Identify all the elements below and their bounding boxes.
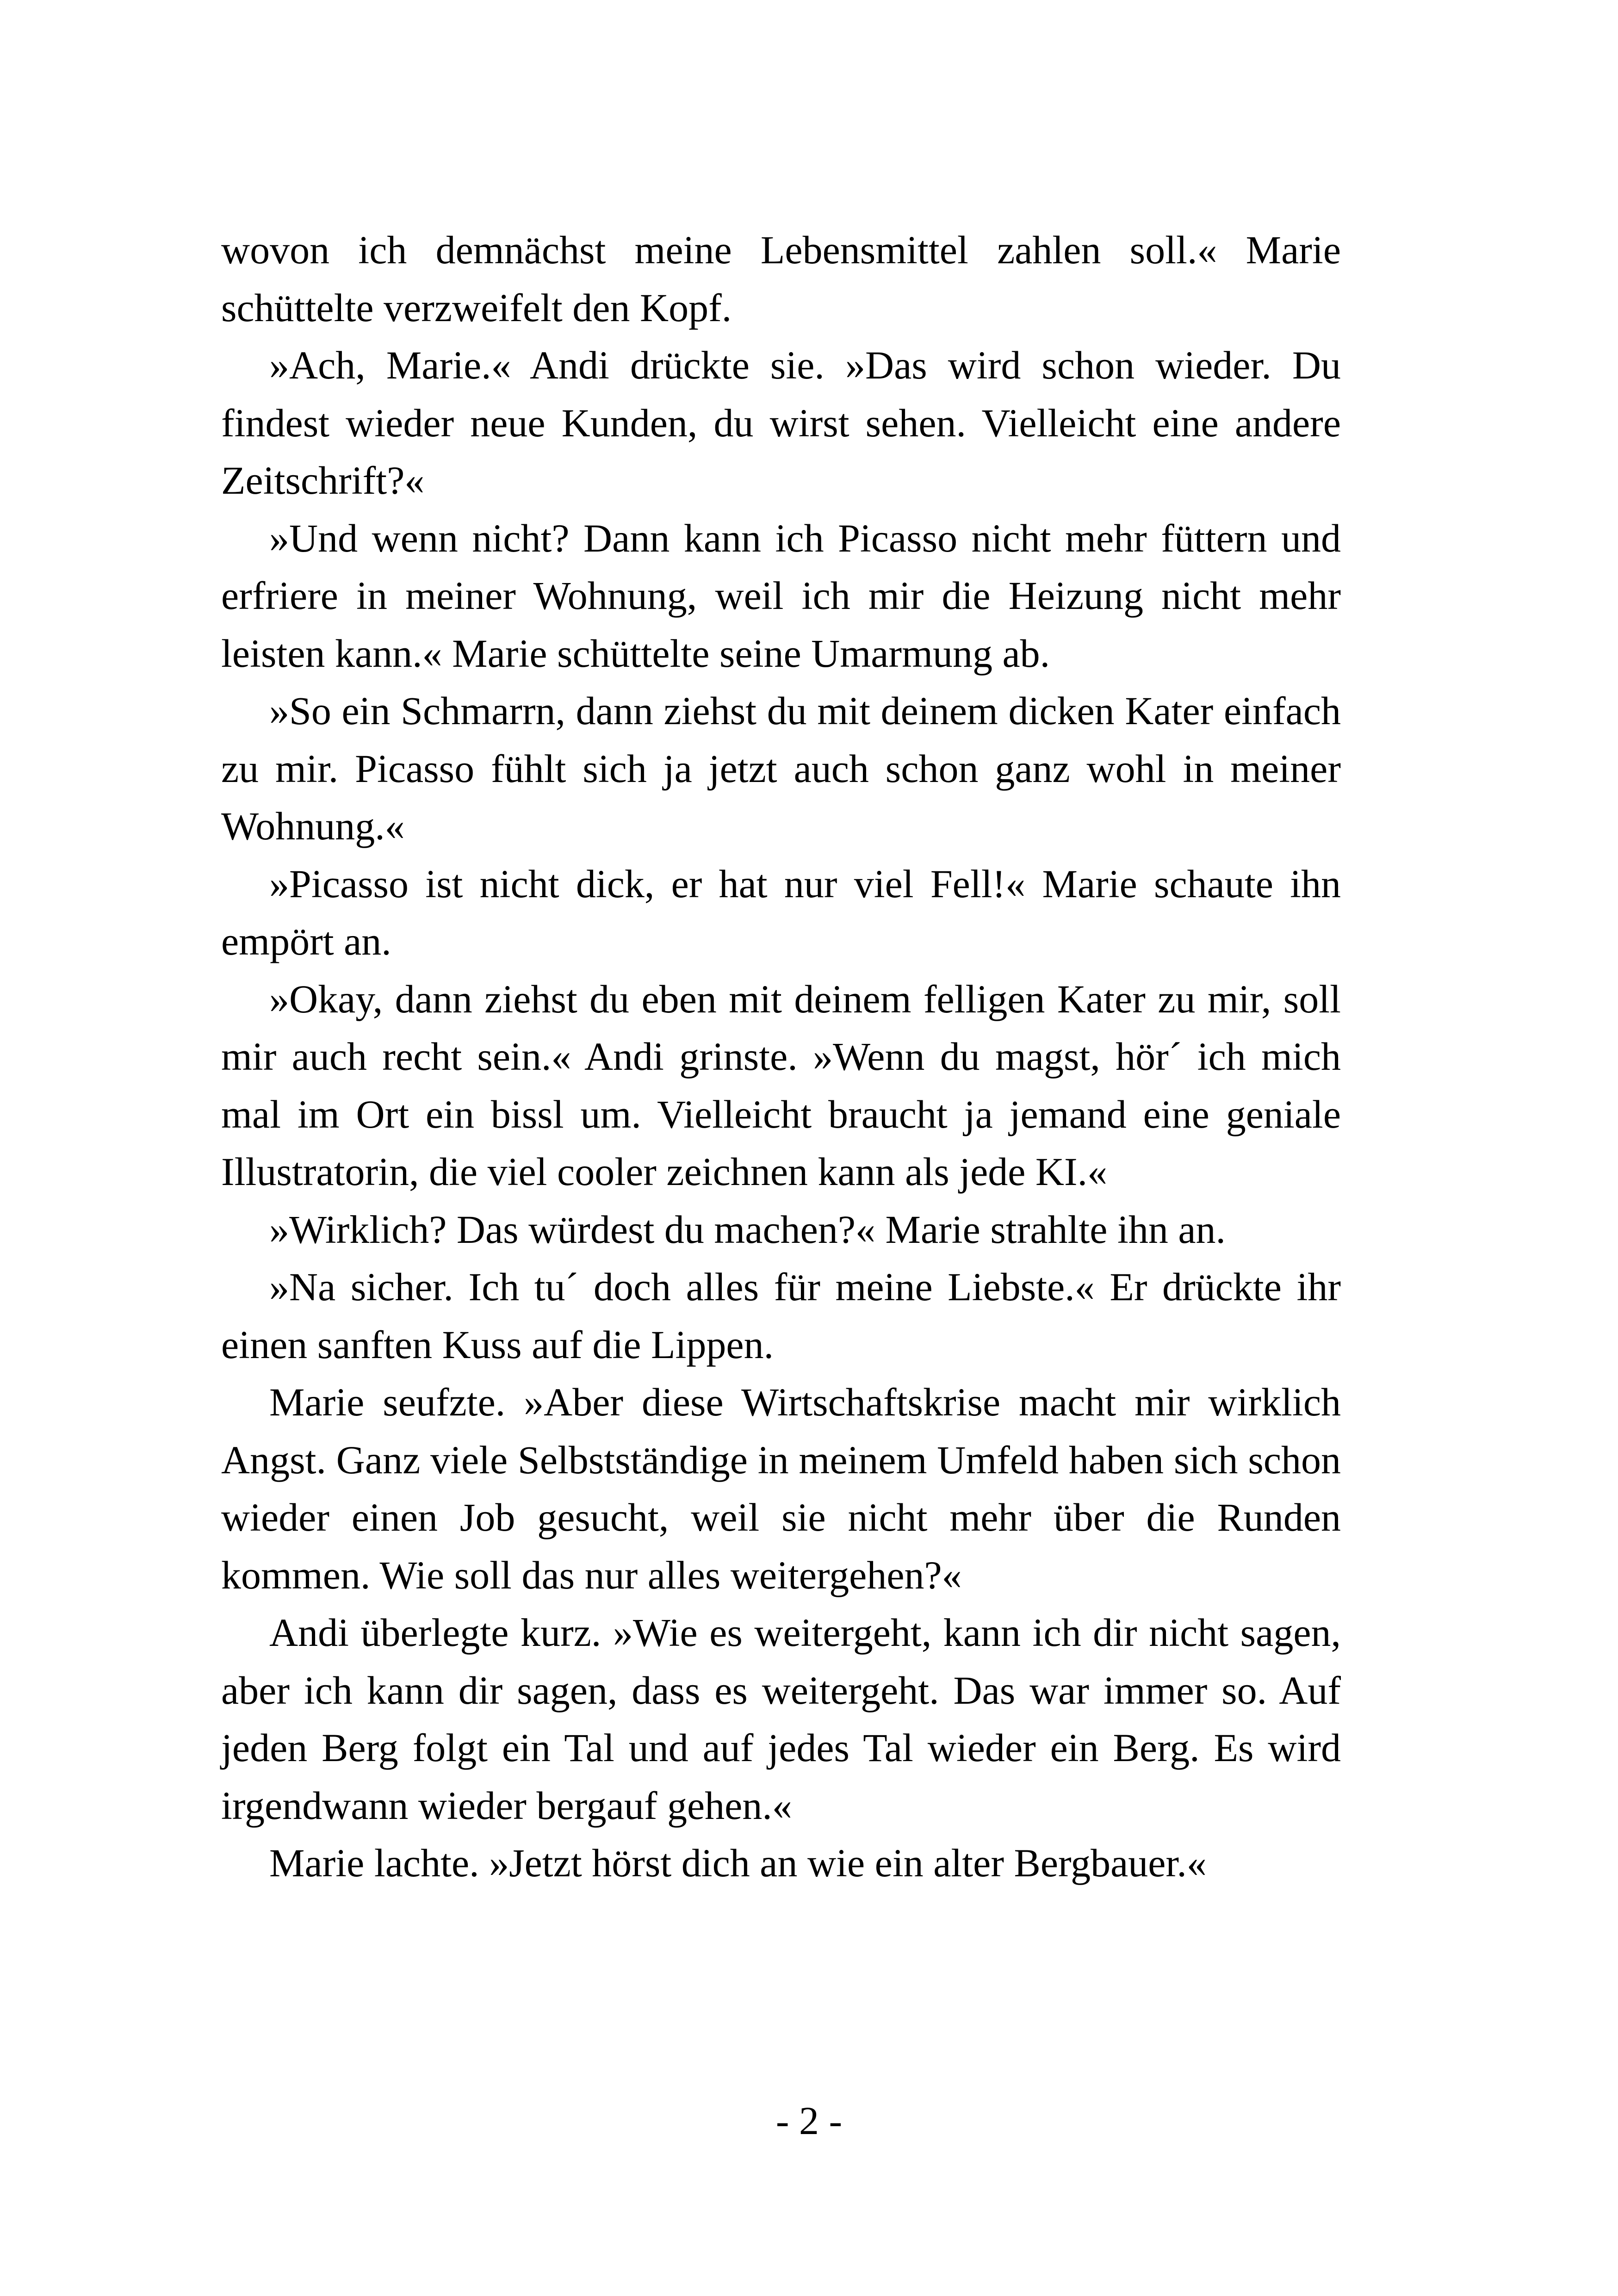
paragraph: »Okay, dann ziehst du eben mit deinem felligen Kater zu mir, soll mir auch recht sein.« Andi grinste. »Wenn du magst, hör´ ich mich mal im Ort ein bissl um. Vielleicht braucht ja jemand eine geniale Illustratorin, die viel cooler zeichnen kann als jede KI.«: [221, 976, 1341, 1194]
paragraph: wovon ich demnächst meine Lebensmittel zahlen soll.« Marie schüttelte verzweifelt den Kopf.: [221, 228, 1341, 330]
paragraph: »So ein Schmarrn, dann ziehst du mit deinem dicken Kater einfach zu mir. Picasso fühlt sich ja jetzt auch schon ganz wohl in meiner Wohnung.«: [221, 689, 1341, 848]
paragraph: »Na sicher. Ich tu´ doch alles für meine Liebste.« Er drückte ihr einen sanften Kuss auf die Lippen.: [221, 1265, 1341, 1367]
paragraph: Andi überlegte kurz. »Wie es weitergeht, kann ich dir nicht sagen, aber ich kann dir sagen, dass es weitergeht. Das war immer so. Auf jeden Berg folgt ein Tal und auf jedes Tal wieder ein Berg. Es wird irgendwann wieder bergauf gehen.«: [221, 1610, 1341, 1828]
paragraph: Marie seufzte. »Aber diese Wirtschaftskrise macht mir wirklich Angst. Ganz viele Selbstständige in meinem Umfeld haben sich schon wieder einen Job gesucht, weil sie nicht mehr über die Runden kommen. Wie soll das nur alles weitergehen?«: [221, 1380, 1341, 1597]
paragraph: Marie lachte. »Jetzt hörst dich an wie ein alter Bergbauer.«: [269, 1841, 1207, 1885]
paragraph: »Ach, Marie.« Andi drückte sie. »Das wird schon wieder. Du findest wieder neue Kunden, du wirst sehen. Vielleicht eine andere Zeitschrift?«: [221, 343, 1341, 503]
paragraph: »Picasso ist nicht dick, er hat nur viel Fell!« Marie schaute ihn empört an.: [221, 861, 1341, 963]
paragraph: »Und wenn nicht? Dann kann ich Picasso nicht mehr füttern und erfriere in meiner Wohnung, weil ich mir die Heizung nicht mehr leisten kann.« Marie schüttelte seine Umarmung ab.: [221, 515, 1341, 676]
page-number: - 2 -: [775, 2098, 843, 2143]
paragraph: »Wirklich? Das würdest du machen?« Marie strahlte ihn an.: [269, 1207, 1226, 1252]
body-text: [221, 221, 1341, 1892]
